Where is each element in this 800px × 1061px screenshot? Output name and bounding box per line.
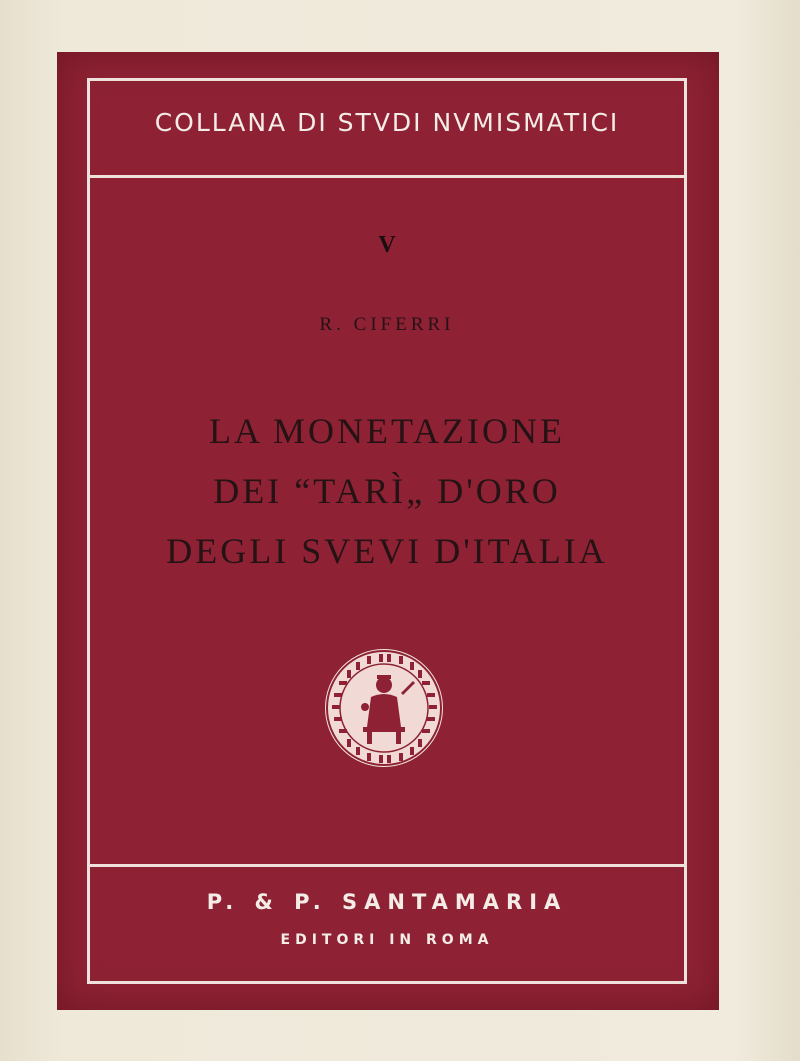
book-title-line-2: DEI “TARÌ„ D'ORO [213, 471, 561, 511]
volume-number: V [378, 232, 396, 258]
header-divider [87, 175, 687, 178]
footer-divider [87, 864, 687, 867]
publisher-location: EDITORI IN ROMA [280, 932, 494, 948]
publisher-name: P. & P. SANTAMARIA [206, 890, 568, 914]
book-title-line-3: DEGLI SVEVI D'ITALIA [166, 531, 608, 571]
book-cover [57, 52, 719, 1010]
series-title: COLLANA DI STVDI NVMISMATICI [154, 108, 620, 137]
author-name: R. CIFERRI [319, 314, 455, 335]
coin-seal-icon [323, 647, 445, 769]
book-title-line-1: LA MONETAZIONE [208, 411, 566, 451]
